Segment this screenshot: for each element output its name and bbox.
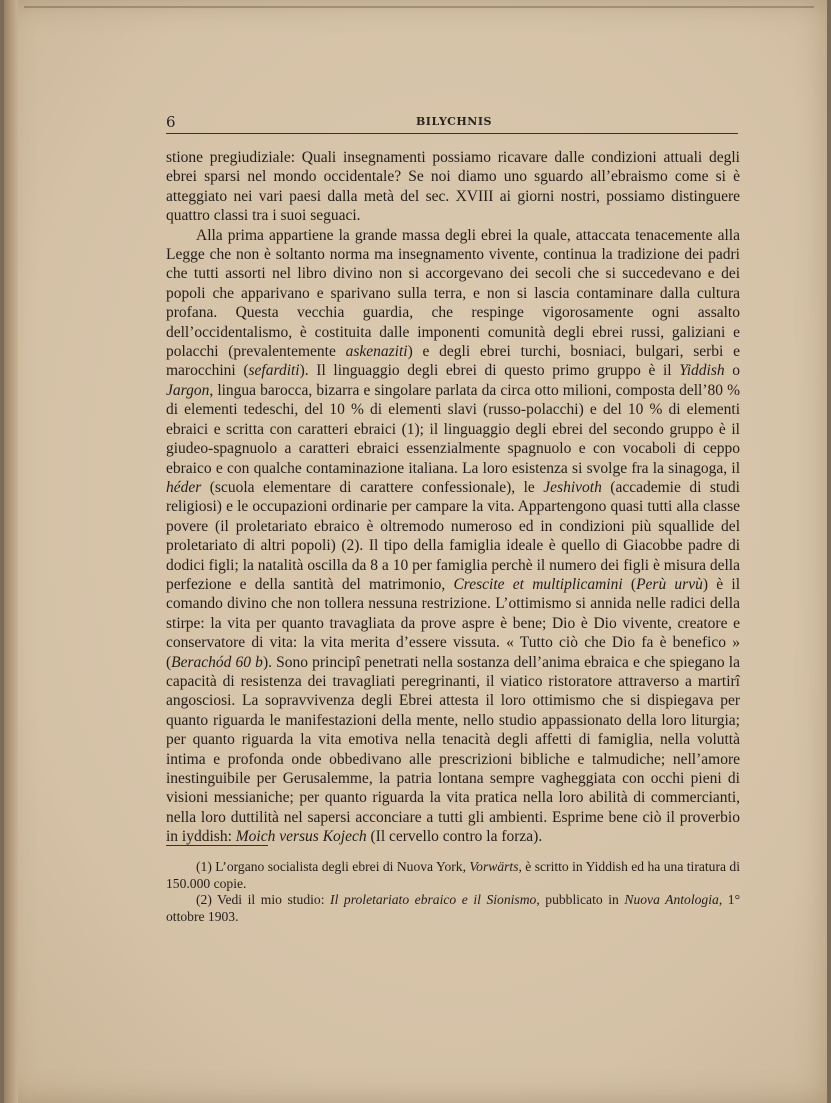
- italic-term: Perù urvù: [636, 575, 703, 593]
- text-run: (1) L’organo socialista degli ebrei di Nuova York,: [196, 859, 470, 874]
- text-run: , 1° ottobre 1903.: [166, 892, 741, 924]
- binding-edge: [4, 0, 18, 1103]
- text-run: ). Sono principî penetrati nella sostanza dell’anima ebraica e che spiegano la capacità di resistenza dei travagliati peregrinanti, il viatico ristoratore attraverso a martirî angosciosi. La sopravvivenza degli Ebrei attesta il loro ottimismo che si dispiegava per quanto riguarda le manifestazioni della mente, nello studio appassionato della loro liturgia; per quanto riguarda la vita emotiva nella tenacità degli affetti di famiglia, nella voluttà intima e profonda onde obbedivano alle prescrizioni bibliche e talmudiche; nell’amore inestinguibile per Gerusalemme, la patria lontana sempre vagheggiata con occhi pieni di visioni messianiche; per quanto riguarda la vita pratica nella loro abilità di commercianti, nella loro duttilità nel sapersi acconciare a tutti gli ambienti. Esprime bene ciò il proverbio in iyddish:: [166, 653, 740, 846]
- paragraph-1: stione pregiudiziale: Quali insegnamenti possiamo ricavare dalle condizioni attuali degli ebrei sparsi nel mondo occidentale? Se noi diamo uno sguardo all’ebraismo come si è atteggiato nei vari paesi dalla metà del sec. XVIII ai giorni nostri, possiamo distinguere quattro classi tra i suoi seguaci.: [166, 149, 740, 225]
- text-run: (scuola elementare di carattere confessionale), le: [201, 478, 544, 496]
- italic-term: sefarditi: [248, 362, 300, 380]
- text-run: (: [622, 575, 637, 593]
- body-text: [166, 148, 740, 847]
- italic-term: héder: [166, 478, 202, 496]
- footnote-1: [166, 859, 740, 892]
- footnote-rule: [166, 845, 268, 846]
- paragraph-2: [166, 226, 740, 847]
- text-run: ). Il linguaggio degli ebrei di questo primo gruppo è il: [299, 362, 680, 380]
- italic-term: Vorwärts: [469, 859, 519, 874]
- footnotes: [166, 859, 740, 925]
- text-run: (2) Vedi il mio studio:: [196, 892, 331, 907]
- header-rule: [166, 133, 738, 134]
- footnote-2: [166, 892, 740, 925]
- italic-term: Crescite et multiplicamini: [453, 575, 623, 593]
- text-run: ) è il comando divino che non tollera nessuna restrizione. L’ottimismo si annida nelle radici della stirpe: la vita per quanto travagliata da prove aspre è bene; Dio è Dio vivente, creatore e conservatore di vita: la vita merita d’essere vissuta. « Tutto ciò che Dio fa è benefico » (: [166, 575, 741, 671]
- italic-term: Jeshivoth: [543, 478, 602, 496]
- page-header: [166, 113, 738, 133]
- text-run: ) e degli ebrei turchi, bosniaci, bulgari, serbi e marocchini (: [166, 343, 740, 380]
- text-run: (Il cervello contro la forza).: [366, 828, 543, 846]
- text-run: (accademie di studi religiosi) e le occupazioni ordinarie per campare la vita. Appartengono quasi tutti alla classe povere (il proletariato ebraico è oltremodo numeroso ed in condizioni più squallide del proletariato di altri popoli) (2). Il tipo della famiglia ideale è quello di Giacobbe padre di dodici figli; la natalità oscilla da 8 a 10 per famiglia perchè il numero dei figli è misura della perfezione e della santità del matrimonio,: [166, 478, 740, 593]
- italic-term: Jargon: [166, 381, 210, 399]
- text-run: , è scritto in Yiddish ed ha una tiratura di 150.000 copie.: [166, 859, 740, 891]
- text-run: , lingua barocca, bizarra e singolare parlata da circa otto milioni, composta dell’80 % di elementi tedeschi, del 10 % di elementi slavi (russo-polacchi) e del 10 % di elementi ebraici e scritta con caratteri ebraici (1); il linguaggio degli ebrei del secondo gruppo è il giudeo-spagnuolo a caratteri ebraici essenzialmente spagnuolo e con vocaboli di ceppo ebraico e con qualche contaminazione italiana. La loro esistenza si svolge fra la sinagoga, il: [166, 381, 740, 477]
- italic-term: Berachód 60 b: [171, 653, 263, 671]
- italic-term: Il proletariato ebraico e il Sionismo: [330, 892, 537, 907]
- page-number: 6: [166, 113, 176, 131]
- italic-term: askenaziti: [345, 343, 408, 361]
- running-head: BILYCHNIS: [416, 115, 492, 128]
- page-top-edge: [24, 6, 814, 8]
- italic-term: Yiddish: [679, 362, 725, 380]
- text-run: o: [724, 362, 741, 380]
- text-run: Alla prima appartiene la grande massa degli ebrei la quale, attaccata tenacemente alla Legge che non è soltanto norma ma insegnamento vivente, continua la tradizione dei padri che tutti assorti nel libro divino non si accorgevano dei secoli che si succedevano e dei popoli che apparivano e sparivano sulla terra, e non si lascia contaminare dalla cultura profana. Questa vecchia guardia, che respinge vigorosamente ogni assalto dell’occidentalismo, è costituita dalle imponenti comunità degli ebrei russi, galiziani e polacchi (prevalentemente: [166, 226, 740, 361]
- italic-term: Moich versus Kojech: [235, 828, 367, 846]
- italic-term: Nuova Antologia: [624, 892, 719, 907]
- text-run: , pubblicato in: [536, 892, 625, 907]
